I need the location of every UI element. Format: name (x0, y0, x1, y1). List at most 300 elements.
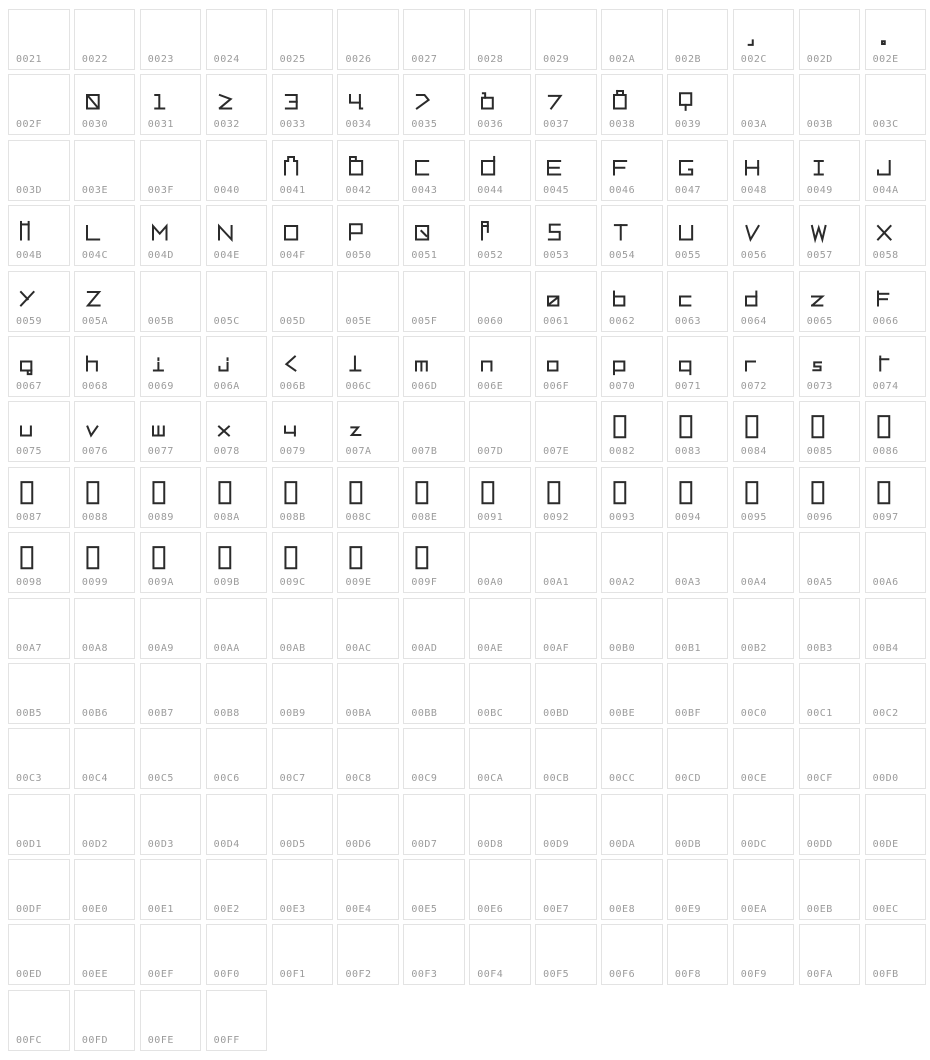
glyph-cell-0022[interactable] (74, 9, 136, 70)
codepoint-label: 0053 (543, 250, 570, 262)
glyph-cell-002A[interactable] (601, 9, 663, 70)
glyph-cell-00CF[interactable] (799, 728, 861, 789)
glyph-cell-00AD[interactable] (403, 598, 465, 659)
glyph-cell-005F[interactable] (403, 271, 465, 332)
glyph-cell-004D[interactable] (140, 205, 202, 266)
glyph-cell-00C4[interactable] (74, 728, 136, 789)
glyph-cell-00B9[interactable] (272, 663, 334, 724)
glyph-cell-00E4[interactable] (337, 859, 399, 920)
glyph-cell-003F[interactable] (140, 140, 202, 201)
glyph-cell-00E6[interactable] (469, 859, 531, 920)
glyph-cell-00A9[interactable] (140, 598, 202, 659)
codepoint-label: 00A4 (740, 577, 767, 589)
glyph-cell-0066[interactable] (865, 271, 927, 332)
glyph-cell-0070[interactable] (601, 336, 663, 397)
glyph-cell-00E2[interactable] (206, 859, 268, 920)
codepoint-label: 0044 (477, 184, 504, 196)
codepoint-label: 00D9 (543, 838, 570, 850)
glyph-cell-0029[interactable] (535, 9, 597, 70)
glyph-cell-007B[interactable] (403, 401, 465, 462)
glyph-cell-00F1[interactable] (272, 924, 334, 985)
codepoint-label: 00F0 (213, 969, 240, 981)
glyph-cell-00A2[interactable] (601, 532, 663, 593)
glyph-cell-00D2[interactable] (74, 794, 136, 855)
glyph-cell-008B[interactable] (272, 467, 334, 528)
glyph-cell-0032[interactable] (206, 74, 268, 135)
codepoint-label: 00F3 (411, 969, 438, 981)
glyph-cell-009B[interactable] (206, 532, 268, 593)
codepoint-label: 00C9 (411, 773, 438, 785)
codepoint-label: 0082 (609, 446, 636, 458)
glyph-cell-00F3[interactable] (403, 924, 465, 985)
glyph-cell-0043[interactable] (403, 140, 465, 201)
codepoint-label: 008C (345, 511, 372, 523)
notdef-box-glyph (19, 545, 53, 575)
glyph-cell-00EA[interactable] (733, 859, 795, 920)
glyph-drawing (85, 414, 119, 444)
glyph-cell-0093[interactable] (601, 467, 663, 528)
codepoint-label: 0041 (279, 184, 306, 196)
glyph-drawing (612, 87, 646, 117)
glyph-cell-004B[interactable] (8, 205, 70, 266)
glyph-cell-0042[interactable] (337, 140, 399, 201)
glyph-cell-00DA[interactable] (601, 794, 663, 855)
codepoint-label: 00DB (674, 838, 701, 850)
glyph-cell-00BB[interactable] (403, 663, 465, 724)
codepoint-label: 00D6 (345, 838, 372, 850)
glyph-cell-00B7[interactable] (140, 663, 202, 724)
glyph-cell-0055[interactable] (667, 205, 729, 266)
glyph-cell-0056[interactable] (733, 205, 795, 266)
glyph-cell-00DB[interactable] (667, 794, 729, 855)
codepoint-label: 005A (81, 315, 108, 327)
glyph-cell-00F0[interactable] (206, 924, 268, 985)
glyph-cell-00ED[interactable] (8, 924, 70, 985)
glyph-drawing (810, 218, 844, 248)
glyph-cell-00A6[interactable] (865, 532, 927, 593)
codepoint-label: 0099 (81, 577, 108, 589)
glyph-cell-0057[interactable] (799, 205, 861, 266)
glyph-cell-002E[interactable] (865, 9, 927, 70)
glyph-cell-00CD[interactable] (667, 728, 729, 789)
glyph-cell-0097[interactable] (865, 467, 927, 528)
codepoint-label: 00C6 (213, 773, 240, 785)
glyph-cell-009F[interactable] (403, 532, 465, 593)
glyph-cell-008E[interactable] (403, 467, 465, 528)
glyph-cell-005B[interactable] (140, 271, 202, 332)
notdef-box-glyph (414, 480, 448, 510)
glyph-cell-006A[interactable] (206, 336, 268, 397)
glyph-drawing (414, 218, 448, 248)
codepoint-label: 005D (279, 315, 306, 327)
codepoint-label: 0083 (674, 446, 701, 458)
codepoint-label: 00DD (806, 838, 833, 850)
codepoint-label: 00E9 (674, 904, 701, 916)
glyph-cell-0087[interactable] (8, 467, 70, 528)
glyph-cell-0086[interactable] (865, 401, 927, 462)
codepoint-label: 009F (411, 577, 438, 589)
glyph-cell-003E[interactable] (74, 140, 136, 201)
glyph-cell-00AC[interactable] (337, 598, 399, 659)
glyph-cell-005A[interactable] (74, 271, 136, 332)
glyph-cell-00C2[interactable] (865, 663, 927, 724)
glyph-drawing (283, 414, 317, 444)
glyph-cell-002C[interactable] (733, 9, 795, 70)
codepoint-label: 004C (81, 250, 108, 262)
glyph-cell-0045[interactable] (535, 140, 597, 201)
glyph-cell-0023[interactable] (140, 9, 202, 70)
glyph-cell-006F[interactable] (535, 336, 597, 397)
glyph-cell-00EF[interactable] (140, 924, 202, 985)
glyph-drawing (217, 87, 251, 117)
glyph-cell-00B0[interactable] (601, 598, 663, 659)
glyph-cell-006B[interactable] (272, 336, 334, 397)
glyph-cell-00A7[interactable] (8, 598, 70, 659)
glyph-cell-0068[interactable] (74, 336, 136, 397)
glyph-cell-00BC[interactable] (469, 663, 531, 724)
glyph-cell-00B5[interactable] (8, 663, 70, 724)
codepoint-label: 00BC (477, 707, 504, 719)
glyph-cell-0099[interactable] (74, 532, 136, 593)
glyph-drawing (876, 284, 910, 314)
notdef-box-glyph (151, 480, 185, 510)
glyph-cell-00DF[interactable] (8, 859, 70, 920)
glyph-cell-0082[interactable] (601, 401, 663, 462)
codepoint-label: 00FE (147, 1034, 174, 1046)
glyph-cell-002F[interactable] (8, 74, 70, 135)
glyph-cell-00EB[interactable] (799, 859, 861, 920)
glyph-cell-0088[interactable] (74, 467, 136, 528)
codepoint-label: 0065 (806, 315, 833, 327)
glyph-cell-0035[interactable] (403, 74, 465, 135)
glyph-cell-0092[interactable] (535, 467, 597, 528)
codepoint-label: 00E5 (411, 904, 438, 916)
codepoint-label: 009B (213, 577, 240, 589)
glyph-cell-0025[interactable] (272, 9, 334, 70)
glyph-drawing (19, 349, 53, 379)
codepoint-label: 00B6 (81, 707, 108, 719)
glyph-drawing (348, 218, 382, 248)
glyph-cell-0096[interactable] (799, 467, 861, 528)
glyph-cell-0091[interactable] (469, 467, 531, 528)
glyph-cell-0039[interactable] (667, 74, 729, 135)
glyph-cell-004C[interactable] (74, 205, 136, 266)
glyph-cell-00BA[interactable] (337, 663, 399, 724)
glyph-cell-00BD[interactable] (535, 663, 597, 724)
glyph-cell-00AF[interactable] (535, 598, 597, 659)
glyph-cell-00CA[interactable] (469, 728, 531, 789)
glyph-cell-009C[interactable] (272, 532, 334, 593)
codepoint-label: 0059 (16, 315, 43, 327)
glyph-cell-0036[interactable] (469, 74, 531, 135)
glyph-cell-00FF[interactable] (206, 990, 268, 1051)
glyph-cell-0052[interactable] (469, 205, 531, 266)
glyph-drawing (612, 349, 646, 379)
glyph-cell-0078[interactable] (206, 401, 268, 462)
glyph-cell-00B6[interactable] (74, 663, 136, 724)
glyph-cell-00EC[interactable] (865, 859, 927, 920)
glyph-cell-00E9[interactable] (667, 859, 729, 920)
codepoint-label: 00F1 (279, 969, 306, 981)
glyph-cell-00F5[interactable] (535, 924, 597, 985)
glyph-cell-0085[interactable] (799, 401, 861, 462)
codepoint-label: 00CE (740, 773, 767, 785)
glyph-cell-00F2[interactable] (337, 924, 399, 985)
glyph-cell-003C[interactable] (865, 74, 927, 135)
glyph-cell-00F4[interactable] (469, 924, 531, 985)
glyph-cell-005E[interactable] (337, 271, 399, 332)
glyph-cell-0046[interactable] (601, 140, 663, 201)
glyph-cell-0031[interactable] (140, 74, 202, 135)
notdef-box-glyph (348, 545, 382, 575)
glyph-cell-0028[interactable] (469, 9, 531, 70)
glyph-cell-003A[interactable] (733, 74, 795, 135)
glyph-cell-002B[interactable] (667, 9, 729, 70)
glyph-cell-0063[interactable] (667, 271, 729, 332)
glyph-cell-00B1[interactable] (667, 598, 729, 659)
codepoint-label: 00BD (543, 707, 570, 719)
glyph-cell-00BE[interactable] (601, 663, 663, 724)
glyph-cell-009A[interactable] (140, 532, 202, 593)
glyph-cell-00FC[interactable] (8, 990, 70, 1051)
glyph-cell-00D7[interactable] (403, 794, 465, 855)
glyph-cell-00AB[interactable] (272, 598, 334, 659)
glyph-cell-0065[interactable] (799, 271, 861, 332)
glyph-cell-00E8[interactable] (601, 859, 663, 920)
glyph-cell-00E3[interactable] (272, 859, 334, 920)
glyph-cell-0075[interactable] (8, 401, 70, 462)
glyph-cell-00C9[interactable] (403, 728, 465, 789)
codepoint-label: 0040 (213, 184, 240, 196)
glyph-drawing (348, 87, 382, 117)
glyph-cell-00AE[interactable] (469, 598, 531, 659)
glyph-cell-00B4[interactable] (865, 598, 927, 659)
glyph-drawing (612, 284, 646, 314)
codepoint-label: 0024 (213, 54, 240, 65)
glyph-cell-00A0[interactable] (469, 532, 531, 593)
glyph-drawing (283, 153, 317, 183)
glyph-cell-00EE[interactable] (74, 924, 136, 985)
glyph-cell-0048[interactable] (733, 140, 795, 201)
glyph-cell-0030[interactable] (74, 74, 136, 135)
codepoint-label: 0031 (147, 119, 174, 131)
codepoint-label: 008A (213, 511, 240, 523)
glyph-cell-0058[interactable] (865, 205, 927, 266)
glyph-cell-004F[interactable] (272, 205, 334, 266)
glyph-cell-00D9[interactable] (535, 794, 597, 855)
glyph-drawing (480, 153, 514, 183)
glyph-cell-00A4[interactable] (733, 532, 795, 593)
glyph-cell-0053[interactable] (535, 205, 597, 266)
codepoint-label: 00BA (345, 707, 372, 719)
glyph-cell-0038[interactable] (601, 74, 663, 135)
glyph-cell-0060[interactable] (469, 271, 531, 332)
codepoint-label: 007A (345, 446, 372, 458)
codepoint-label: 00E7 (543, 904, 570, 916)
glyph-cell-0049[interactable] (799, 140, 861, 201)
glyph-cell-00F9[interactable] (733, 924, 795, 985)
glyph-cell-00A5[interactable] (799, 532, 861, 593)
codepoint-label: 002B (674, 54, 701, 65)
glyph-cell-0051[interactable] (403, 205, 465, 266)
glyph-cell-00C6[interactable] (206, 728, 268, 789)
glyph-cell-0040[interactable] (206, 140, 268, 201)
codepoint-label: 00A0 (477, 577, 504, 589)
glyph-cell-0074[interactable] (865, 336, 927, 397)
glyph-cell-00E0[interactable] (74, 859, 136, 920)
glyph-cell-0079[interactable] (272, 401, 334, 462)
glyph-cell-00E5[interactable] (403, 859, 465, 920)
glyph-cell-00FB[interactable] (865, 924, 927, 985)
codepoint-label: 00B9 (279, 707, 306, 719)
glyph-cell-0037[interactable] (535, 74, 597, 135)
codepoint-label: 00CB (543, 773, 570, 785)
glyph-cell-007E[interactable] (535, 401, 597, 462)
glyph-cell-0076[interactable] (74, 401, 136, 462)
glyph-cell-007A[interactable] (337, 401, 399, 462)
glyph-cell-00CB[interactable] (535, 728, 597, 789)
glyph-cell-00B2[interactable] (733, 598, 795, 659)
glyph-cell-0050[interactable] (337, 205, 399, 266)
glyph-drawing (19, 218, 53, 248)
glyph-cell-00FE[interactable] (140, 990, 202, 1051)
glyph-cell-0073[interactable] (799, 336, 861, 397)
glyph-cell-006C[interactable] (337, 336, 399, 397)
glyph-cell-0084[interactable] (733, 401, 795, 462)
glyph-cell-00A8[interactable] (74, 598, 136, 659)
glyph-drawing (217, 414, 251, 444)
glyph-cell-006D[interactable] (403, 336, 465, 397)
glyph-cell-00D6[interactable] (337, 794, 399, 855)
codepoint-label: 00C8 (345, 773, 372, 785)
glyph-cell-00D4[interactable] (206, 794, 268, 855)
codepoint-label: 007E (543, 446, 570, 458)
glyph-cell-0033[interactable] (272, 74, 334, 135)
glyph-cell-00C1[interactable] (799, 663, 861, 724)
glyph-cell-0069[interactable] (140, 336, 202, 397)
codepoint-label: 00A6 (872, 577, 899, 589)
glyph-cell-00A3[interactable] (667, 532, 729, 593)
glyph-cell-003B[interactable] (799, 74, 861, 135)
glyph-drawing (151, 414, 185, 444)
glyph-cell-0062[interactable] (601, 271, 663, 332)
glyph-cell-0026[interactable] (337, 9, 399, 70)
glyph-cell-005D[interactable] (272, 271, 334, 332)
codepoint-label: 00B5 (16, 707, 43, 719)
codepoint-label: 00FF (213, 1034, 240, 1046)
glyph-cell-00DD[interactable] (799, 794, 861, 855)
glyph-cell-0095[interactable] (733, 467, 795, 528)
glyph-cell-008A[interactable] (206, 467, 268, 528)
glyph-cell-00BF[interactable] (667, 663, 729, 724)
glyph-cell-0067[interactable] (8, 336, 70, 397)
glyph-cell-0041[interactable] (272, 140, 334, 201)
codepoint-label: 00D0 (872, 773, 899, 785)
glyph-cell-00F6[interactable] (601, 924, 663, 985)
glyph-cell-0077[interactable] (140, 401, 202, 462)
glyph-drawing (612, 153, 646, 183)
glyph-cell-00F8[interactable] (667, 924, 729, 985)
glyph-cell-00C7[interactable] (272, 728, 334, 789)
glyph-cell-008C[interactable] (337, 467, 399, 528)
glyph-cell-00D8[interactable] (469, 794, 531, 855)
glyph-cell-00AA[interactable] (206, 598, 268, 659)
glyph-cell-00CC[interactable] (601, 728, 663, 789)
glyph-cell-0094[interactable] (667, 467, 729, 528)
glyph-cell-00D5[interactable] (272, 794, 334, 855)
glyph-cell-00C0[interactable] (733, 663, 795, 724)
glyph-cell-00C8[interactable] (337, 728, 399, 789)
glyph-cell-0083[interactable] (667, 401, 729, 462)
glyph-cell-002D[interactable] (799, 9, 861, 70)
glyph-cell-00FD[interactable] (74, 990, 136, 1051)
glyph-cell-0098[interactable] (8, 532, 70, 593)
glyph-cell-004E[interactable] (206, 205, 268, 266)
glyph-cell-00B8[interactable] (206, 663, 268, 724)
glyph-cell-00E1[interactable] (140, 859, 202, 920)
glyph-cell-0072[interactable] (733, 336, 795, 397)
glyph-cell-00A1[interactable] (535, 532, 597, 593)
codepoint-label: 00CC (609, 773, 636, 785)
glyph-cell-00D0[interactable] (865, 728, 927, 789)
glyph-cell-0054[interactable] (601, 205, 663, 266)
glyph-cell-00E7[interactable] (535, 859, 597, 920)
glyph-cell-00CE[interactable] (733, 728, 795, 789)
codepoint-label: 00AB (279, 642, 306, 654)
glyph-cell-0064[interactable] (733, 271, 795, 332)
glyph-drawing (414, 87, 448, 117)
glyph-cell-0047[interactable] (667, 140, 729, 201)
glyph-cell-00D1[interactable] (8, 794, 70, 855)
glyph-cell-003D[interactable] (8, 140, 70, 201)
glyph-cell-00DC[interactable] (733, 794, 795, 855)
codepoint-label: 00AA (213, 642, 240, 654)
glyph-cell-00B3[interactable] (799, 598, 861, 659)
glyph-drawing (876, 218, 910, 248)
glyph-cell-005C[interactable] (206, 271, 268, 332)
glyph-cell-00DE[interactable] (865, 794, 927, 855)
codepoint-label: 0037 (543, 119, 570, 131)
glyph-cell-009E[interactable] (337, 532, 399, 593)
glyph-drawing (348, 349, 382, 379)
glyph-cell-0089[interactable] (140, 467, 202, 528)
glyph-cell-0034[interactable] (337, 74, 399, 135)
codepoint-label: 00D3 (147, 838, 174, 850)
glyph-drawing (678, 218, 712, 248)
glyph-cell-0027[interactable] (403, 9, 465, 70)
codepoint-label: 0086 (872, 446, 899, 458)
glyph-drawing (480, 349, 514, 379)
glyph-cell-004A[interactable] (865, 140, 927, 201)
glyph-drawing (744, 22, 778, 52)
glyph-cell-00FA[interactable] (799, 924, 861, 985)
glyph-cell-00C3[interactable] (8, 728, 70, 789)
glyph-cell-007D[interactable] (469, 401, 531, 462)
glyph-cell-00D3[interactable] (140, 794, 202, 855)
glyph-cell-0071[interactable] (667, 336, 729, 397)
codepoint-label: 0039 (674, 119, 701, 131)
glyph-cell-0024[interactable] (206, 9, 268, 70)
glyph-cell-0061[interactable] (535, 271, 597, 332)
codepoint-label: 002A (609, 54, 636, 65)
glyph-cell-006E[interactable] (469, 336, 531, 397)
glyph-cell-00C5[interactable] (140, 728, 202, 789)
glyph-cell-0059[interactable] (8, 271, 70, 332)
codepoint-label: 0088 (81, 511, 108, 523)
glyph-cell-0021[interactable] (8, 9, 70, 70)
glyph-drawing (678, 87, 712, 117)
glyph-cell-0044[interactable] (469, 140, 531, 201)
